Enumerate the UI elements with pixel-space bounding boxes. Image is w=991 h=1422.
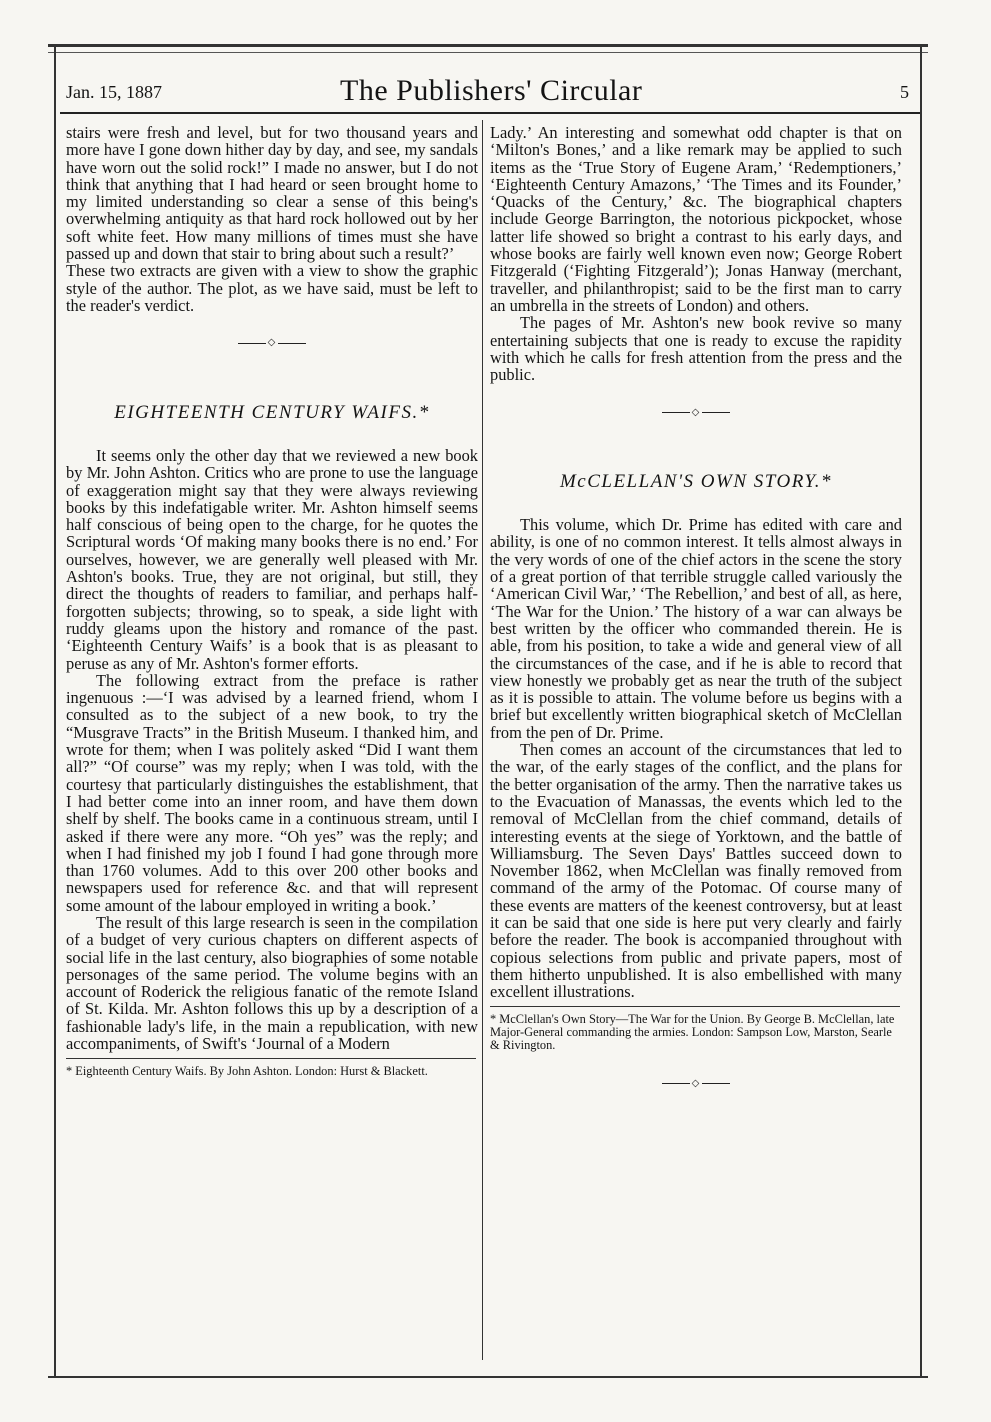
top-border-rule-thin [48,52,928,53]
footnote: * McClellan's Own Story—The War for the Union. By George B. McClellan, late Major-General commanding the armies. London: Sampson Low, Marston, Searle & Rivington. [490,1012,895,1053]
right-border-rule [920,46,922,1376]
article-paragraph: The pages of Mr. Ashton's new book revive so many entertaining subjects that one is ready to excuse the rapidity with which he calls for fresh attention from the press and the public. [490,313,902,385]
intro-paragraph: stairs were fresh and level, but for two thousand years and more have I gone down hither day by day, and see, my sandals have worn out the solid rock!” I made no answer, but I do not think that anything that I had heard or seen brought home to my limited understanding so clear a sense of this being's overwhelming antiquity as that hard rock hollowed out by her soft white feet. How many millions of times must she have passed up and down that stair to bring about such a result?’ [66,123,478,264]
article-paragraph: Then comes an account of the circumstances that led to the war, of the early stages of the conflict, and the plans for the better organisation of the army. Then the narrative takes us to the Evacuation of Manassas, the events which led to the removal of McClellan from the chief command, details of interesting events at the siege of Yorktown, and the battle of Williamsburg. The Seven Days' Battles succeed down to November 1862, when McClellan was finally removed from command of the army of the Potomac. Of course many of these events are matters of the keenest controversy, but at least it can be said that one side is here put very clearly and fairly before the reader. The book is accompanied throughout with copious selections from public and private papers, most of them hitherto unpublished. It is also embellished with many excellent illustrations. [490,740,902,1002]
header-date: Jan. 15, 1887 [66,82,162,102]
article-paragraph: It seems only the other day that we reviewed a new book by Mr. John Ashton. Critics who are prone to use the language of exaggeration might say that they were always reviewing books by this indefatigable writer. Mr. Ashton himself seems half conscious of being open to the charge, for he quotes the Scriptural words ‘Of making many books there is no end.’ For ourselves, however, we are generally well pleased with Mr. Ashton's books. True, they are not original, but still, they direct the thoughts of readers to familiar, and perhaps half-forgotten subjects; throwing, so to speak, a side light with ruddy gleams upon the history and romance of the past. ‘Eighteenth Century Waifs’ is a book that is as pleasant to peruse as any of Mr. Ashton's former efforts. [66,445,478,673]
header-rule [60,112,920,114]
section-title-mcclellan: McCLELLAN'S OWN STORY.* [559,470,833,492]
article-paragraph: Lady.’ An interesting and somewhat odd chapter is that on ‘Milton's Bones,’ and a like remark may be applied to such items as the ‘True Story of Eugene Aram,’ ‘Redemptioners,’ ‘Eighteenth Century Amazons,’ ‘The Times and its Founder,’ ‘Quacks of the Century,’ &c. The biographical chapters include George Barrington, the notorious pickpocket, whose latter life showed so bright a contrast to his early days, and whose books are fairly well known even now; George Robert Fitzgerald (‘Fighting Fitzgerald’); Jonas Hanway (merchant, traveller, and philanthropist; said to be the first man to carry an umbrella in the streets of London) and others. [490,123,902,315]
footnote: * Eighteenth Century Waifs. By John Ashton. London: Hurst & Blackett. [66,1064,428,1079]
end-ornament: ◇ [490,1074,902,1091]
article-paragraph: The following extract from the preface is rather ingenuous :—‘I was advised by a learned friend, whom I consulted as to the subject of a new book, to try the “Musgrave Tracts” in the British Museum. I thanked him, and wrote for them; when I was politely asked “Did I want them all?” “Of course” was my reply; when I was told, with the courtesy that particularly distinguishes the establishment, that I had better come into an inner room, and have them down shelf by shelf. The books came in a continuous stream, until I asked if there were any more. “Oh yes” was the reply; and when I had finished my job I found I had gone through more than 1760 volumes. Add to this over 200 other books and newspapers used for reference &c. and that will represent some amount of the labour employed in writing a book.’ [66,670,478,915]
article-paragraph: The result of this large research is seen in the compilation of a budget of very curious chapters on different aspects of social life in the last century, also biographies of some notable personages of the same period. The volume begins with an account of Roderick the religious fanatic of the remote Island of St. Kilda. Mr. Ashton follows this up by a description of a fashionable lady's life, in the main a republication, with new accompaniments, of Swift's ‘Journal of a Modern [66,913,478,1054]
page-number: 5 [900,82,909,102]
article-paragraph: This volume, which Dr. Prime has edited with care and ability, is one of no common interest. It tells almost always in the very words of one of the chief actors in the scene the story of a great portion of that terrible struggle called variously the ‘American Civil War,’ ‘The Rebellion,’ and best of all, as here, ‘The War for the Union.’ The history of a war can always be best written by the officer who commanded therein. He is able, from his position, to take a wide and general view of all the circumstances of the case, and if he is able to record that view honestly we probably get as near the truth of the subject as it is possible to attain. The volume before us begins with a brief but excellently written biographical sketch of McClellan from the pen of Dr. Prime. [490,515,902,742]
top-border-rule [48,44,928,47]
column-divider [482,120,483,1360]
section-title-waifs: EIGHTEENTH CENTURY WAIFS.* [114,401,430,423]
left-column [66,124,478,1078]
bottom-border-rule [48,1376,928,1378]
section-ornament: ◇ [490,403,902,420]
right-column [490,124,902,1092]
footnote-rule [66,1058,476,1059]
left-border-rule [54,46,56,1376]
masthead-title: The Publishers' Circular [340,74,643,107]
footnote-rule [490,1006,900,1007]
intro-paragraph: These two extracts are given with a view to show the graphic style of the author. The plot, as we have said, must be left to the reader's verdict. [66,261,478,315]
section-ornament: ◇ [66,334,478,351]
